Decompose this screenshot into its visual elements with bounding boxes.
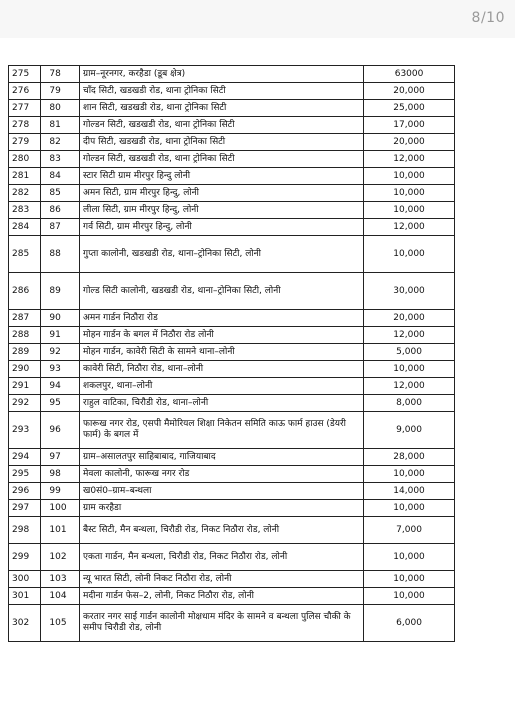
item-number-cell: 92 xyxy=(41,344,80,361)
serial-number-cell: 287 xyxy=(9,310,41,327)
location-cell: राहुल वाटिका, चिरौडी रोड, थाना–लोनी xyxy=(80,395,364,412)
item-number-cell: 97 xyxy=(41,449,80,466)
amount-cell: 6,000 xyxy=(364,605,455,642)
amount-cell: 7,000 xyxy=(364,517,455,544)
item-number-cell: 79 xyxy=(41,83,80,100)
amount-cell: 30,000 xyxy=(364,273,455,310)
table-row xyxy=(9,219,455,236)
table-row xyxy=(9,134,455,151)
location-cell: चाँद सिटी, खडखडी रोड, थाना ट्रोनिका सिटी xyxy=(80,83,364,100)
table-row xyxy=(9,378,455,395)
serial-number-cell: 276 xyxy=(9,83,41,100)
item-number-cell: 102 xyxy=(41,544,80,571)
table-row xyxy=(9,66,455,83)
amount-cell: 63000 xyxy=(364,66,455,83)
item-number-cell: 98 xyxy=(41,466,80,483)
viewer-toolbar xyxy=(0,0,515,39)
serial-number-cell: 290 xyxy=(9,361,41,378)
table-row xyxy=(9,544,455,571)
location-cell: अमन सिटी, ग्राम मीरपुर हिन्दु, लोनी xyxy=(80,185,364,202)
item-number-cell: 83 xyxy=(41,151,80,168)
location-cell: गोल्डन सिटी, खडखडी रोड, थाना ट्रोनिका सिटी xyxy=(80,117,364,134)
item-number-cell: 91 xyxy=(41,327,80,344)
table-row xyxy=(9,168,455,185)
amount-cell: 10,000 xyxy=(364,466,455,483)
item-number-cell: 89 xyxy=(41,273,80,310)
table-row xyxy=(9,236,455,273)
amount-cell: 20,000 xyxy=(364,134,455,151)
serial-number-cell: 285 xyxy=(9,236,41,273)
serial-number-cell: 300 xyxy=(9,571,41,588)
location-cell: करतार नगर साई गार्डन कालोनी मोक्षधाम मंदिर के सामने व बन्थला पुलिस चौकी के समीप चिरौडी रोड, लोनी xyxy=(80,605,364,642)
serial-number-cell: 278 xyxy=(9,117,41,134)
page-indicator: 8/10 xyxy=(471,10,505,26)
table-row xyxy=(9,483,455,500)
table-row xyxy=(9,571,455,588)
item-number-cell: 103 xyxy=(41,571,80,588)
serial-number-cell: 277 xyxy=(9,100,41,117)
location-cell: गोल्ड सिटी कालोनी, खडखडी रोड, थाना–ट्रोनिका सिटी, लोनी xyxy=(80,273,364,310)
serial-number-cell: 279 xyxy=(9,134,41,151)
amount-cell: 12,000 xyxy=(364,219,455,236)
location-cell: मेवला कालोनी, फारूख नगर रोड xyxy=(80,466,364,483)
item-number-cell: 85 xyxy=(41,185,80,202)
location-cell: गर्व सिटी, ग्राम मीरपुर हिन्दु, लोनी xyxy=(80,219,364,236)
amount-cell: 10,000 xyxy=(364,544,455,571)
item-number-cell: 94 xyxy=(41,378,80,395)
item-number-cell: 81 xyxy=(41,117,80,134)
serial-number-cell: 288 xyxy=(9,327,41,344)
item-number-cell: 82 xyxy=(41,134,80,151)
table-row xyxy=(9,273,455,310)
amount-cell: 10,000 xyxy=(364,588,455,605)
table-row xyxy=(9,395,455,412)
location-cell: मदीना गार्डन फेस–2, लोनी, निकट निठौरा रोड, लोनी xyxy=(80,588,364,605)
amount-cell: 10,000 xyxy=(364,202,455,219)
serial-number-cell: 284 xyxy=(9,219,41,236)
location-cell: फारूख नगर रोड, एसपी मैमोरियल शिक्षा निकेतन समिति काऊ फार्म हाउस (डेयरी फार्म) के बगल में xyxy=(80,412,364,449)
serial-number-cell: 293 xyxy=(9,412,41,449)
amount-cell: 12,000 xyxy=(364,327,455,344)
amount-cell: 17,000 xyxy=(364,117,455,134)
item-number-cell: 90 xyxy=(41,310,80,327)
amount-cell: 5,000 xyxy=(364,344,455,361)
location-cell: ग्राम–असालतपुर साहिबाबाद, गाजियाबाद xyxy=(80,449,364,466)
table-row xyxy=(9,588,455,605)
serial-number-cell: 292 xyxy=(9,395,41,412)
serial-number-cell: 302 xyxy=(9,605,41,642)
serial-number-cell: 280 xyxy=(9,151,41,168)
item-number-cell: 88 xyxy=(41,236,80,273)
location-cell: लीला सिटी, ग्राम मीरपुर हिन्दु, लोनी xyxy=(80,202,364,219)
table-row xyxy=(9,344,455,361)
item-number-cell: 96 xyxy=(41,412,80,449)
serial-number-cell: 296 xyxy=(9,483,41,500)
item-number-cell: 93 xyxy=(41,361,80,378)
item-number-cell: 104 xyxy=(41,588,80,605)
table-row xyxy=(9,100,455,117)
location-cell: न्यू भारत सिटी, लोनी निकट निठौरा रोड, लोनी xyxy=(80,571,364,588)
table-row xyxy=(9,500,455,517)
table-row xyxy=(9,517,455,544)
location-cell: गुप्ता कालोनी, खडखडी रोड, थाना–ट्रोनिका सिटी, लोनी xyxy=(80,236,364,273)
serial-number-cell: 286 xyxy=(9,273,41,310)
amount-cell: 12,000 xyxy=(364,151,455,168)
document-page[interactable] xyxy=(0,38,515,708)
serial-number-cell: 282 xyxy=(9,185,41,202)
amount-cell: 10,000 xyxy=(364,500,455,517)
table-row xyxy=(9,449,455,466)
amount-cell: 20,000 xyxy=(364,83,455,100)
location-cell: बैस्ट सिटी, मैन बन्थला, चिरौडी रोड, निकट निठौरा रोड, लोनी xyxy=(80,517,364,544)
location-cell: ख0सं0–ग्राम–बन्थला xyxy=(80,483,364,500)
serial-number-cell: 298 xyxy=(9,517,41,544)
serial-number-cell: 299 xyxy=(9,544,41,571)
item-number-cell: 99 xyxy=(41,483,80,500)
location-cell: स्टार सिटी ग्राम मीरपुर हिन्दु लोनी xyxy=(80,168,364,185)
table-row xyxy=(9,605,455,642)
table-row xyxy=(9,310,455,327)
table-row xyxy=(9,83,455,100)
item-number-cell: 80 xyxy=(41,100,80,117)
amount-cell: 28,000 xyxy=(364,449,455,466)
table-row xyxy=(9,117,455,134)
amount-cell: 10,000 xyxy=(364,185,455,202)
amount-cell: 9,000 xyxy=(364,412,455,449)
item-number-cell: 78 xyxy=(41,66,80,83)
amount-cell: 10,000 xyxy=(364,361,455,378)
location-cell: अमन गार्डन निठौरा रोड xyxy=(80,310,364,327)
item-number-cell: 100 xyxy=(41,500,80,517)
serial-number-cell: 289 xyxy=(9,344,41,361)
serial-number-cell: 291 xyxy=(9,378,41,395)
amount-cell: 8,000 xyxy=(364,395,455,412)
location-cell: गोल्डन सिटी, खडखडी रोड, थाना ट्रोनिका सिटी xyxy=(80,151,364,168)
location-cell: मोहन गार्डन, कावेरी सिटी के सामने थाना–लोनी xyxy=(80,344,364,361)
serial-number-cell: 297 xyxy=(9,500,41,517)
table-row xyxy=(9,185,455,202)
location-cell: मोहन गार्डन के बगल में निठौरा रोड लोनी xyxy=(80,327,364,344)
location-cell: शान सिटी, खडखडी रोड, थाना ट्रोनिका सिटी xyxy=(80,100,364,117)
item-number-cell: 101 xyxy=(41,517,80,544)
amount-cell: 20,000 xyxy=(364,310,455,327)
table-row xyxy=(9,327,455,344)
item-number-cell: 105 xyxy=(41,605,80,642)
amount-cell: 10,000 xyxy=(364,571,455,588)
item-number-cell: 84 xyxy=(41,168,80,185)
item-number-cell: 87 xyxy=(41,219,80,236)
serial-number-cell: 301 xyxy=(9,588,41,605)
location-cell: शकलपुर, थाना–लोनी xyxy=(80,378,364,395)
serial-number-cell: 283 xyxy=(9,202,41,219)
table-row xyxy=(9,202,455,219)
table-row xyxy=(9,361,455,378)
amount-cell: 10,000 xyxy=(364,168,455,185)
serial-number-cell: 275 xyxy=(9,66,41,83)
location-cell: ग्राम करहैडा xyxy=(80,500,364,517)
item-number-cell: 95 xyxy=(41,395,80,412)
amount-cell: 12,000 xyxy=(364,378,455,395)
serial-number-cell: 281 xyxy=(9,168,41,185)
amount-cell: 14,000 xyxy=(364,483,455,500)
amount-cell: 25,000 xyxy=(364,100,455,117)
location-cell: दीप सिटी, खडखडी रोड, थाना ट्रोनिका सिटी xyxy=(80,134,364,151)
table-row xyxy=(9,151,455,168)
location-cell: एकता गार्डन, मैन बन्थला, चिरौडी रोड, निकट निठौरा रोड, लोनी xyxy=(80,544,364,571)
records-table xyxy=(8,65,455,642)
table-row xyxy=(9,412,455,449)
serial-number-cell: 295 xyxy=(9,466,41,483)
location-cell: कावेरी सिटी, निठौरा रोड, थाना–लोनी xyxy=(80,361,364,378)
item-number-cell: 86 xyxy=(41,202,80,219)
location-cell: ग्राम–नूरनगर, करहैडा (डूब क्षेत्र) xyxy=(80,66,364,83)
records-table-body xyxy=(9,66,455,642)
table-row xyxy=(9,466,455,483)
serial-number-cell: 294 xyxy=(9,449,41,466)
amount-cell: 10,000 xyxy=(364,236,455,273)
